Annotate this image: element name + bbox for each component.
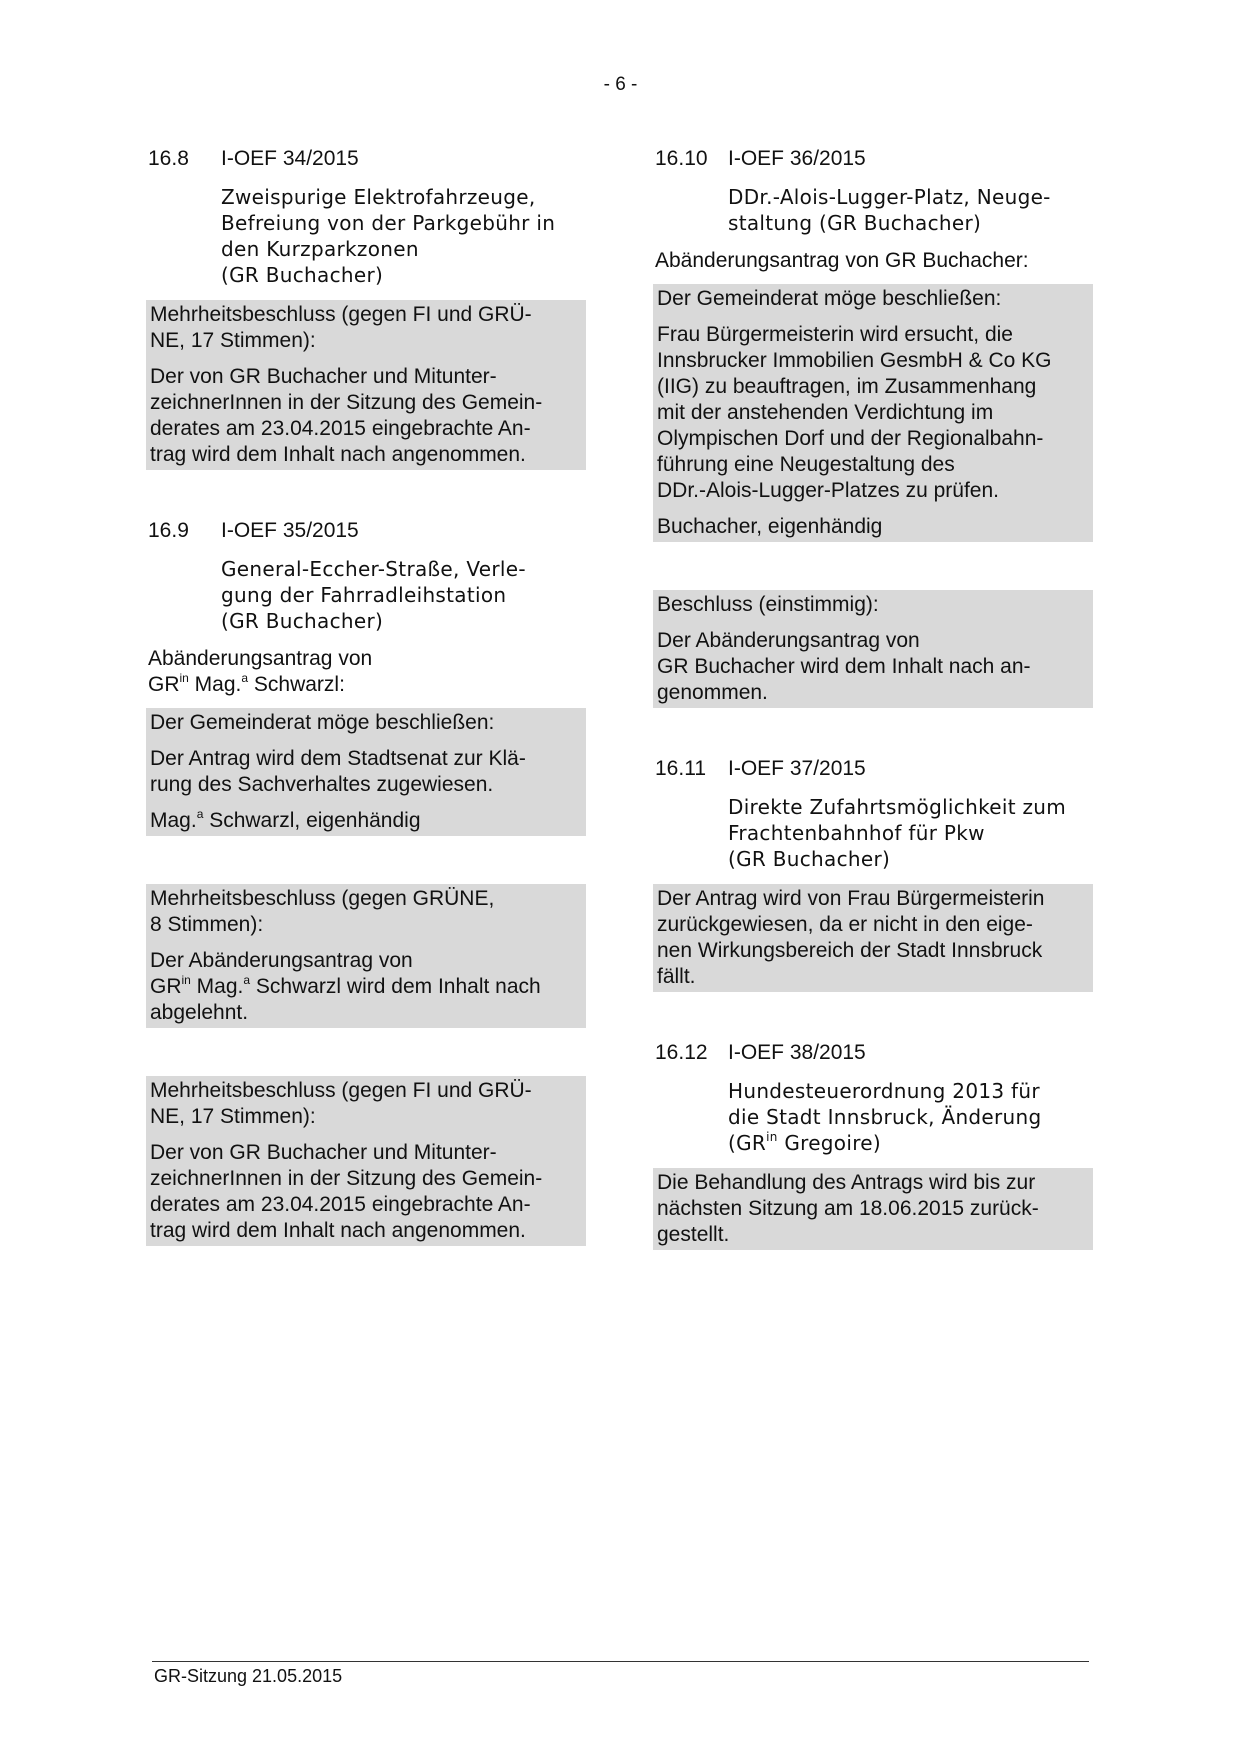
motion-box [146, 708, 586, 836]
item-reference: I-OEF 37/2015 [728, 757, 866, 780]
item-reference: I-OEF 34/2015 [221, 147, 359, 170]
motion-text: Frau Bürgermeisterin wird ersucht, die Innsbrucker Immobilien GesmbH & Co KG (IIG) zu beauftragen, im Zusammenhang mit der anstehenden Verdichtung im Olympischen Dorf und der Regionalbahn- führung eine Neugestaltung des DDr.-Alois-Lugger-Platzes zu prüfen. [657, 323, 1052, 502]
item-number: 16.11 [655, 757, 706, 780]
item-title: Hundesteuerordnung 2013 für die Stadt Innsbruck, Änderung ($GR^{in}$ Gregoire) [728, 1079, 1042, 1155]
item-heading [655, 146, 1093, 172]
left-column [146, 146, 586, 1246]
amendment-intro: Abänderungsantrag von GR Buchacher: [655, 249, 1029, 272]
result-text: Der Abänderungsantrag von GR Buchacher wird dem Inhalt nach an- genommen. [657, 629, 1031, 704]
result-text: Der von GR Buchacher und Mitunter- zeichnerInnen in der Sitzung des Gemein- derates am 23.04.2015 eingebrachte An- trag wird dem Inhalt nach angenommen. [150, 1141, 543, 1242]
decision-box [653, 590, 1093, 708]
item-number: 16.9 [148, 519, 189, 542]
signature-text: Mag.$^a$ Schwarzl, eigenhändig [150, 807, 421, 832]
item-reference: I-OEF 36/2015 [728, 147, 866, 170]
item-title: DDr.-Alois-Lugger-Platz, Neuge- staltung (GR Buchacher) [728, 185, 1051, 235]
decision-box [653, 1168, 1093, 1250]
item-title: Direkte Zufahrtsmöglichkeit zum Frachtenbahnhof für Pkw (GR Buchacher) [728, 795, 1067, 871]
decision-box [146, 300, 586, 470]
result-text: Der Antrag wird von Frau Bürgermeisterin zurückgewiesen, da er nicht in den eige- nen Wirkungsbereich der Stadt Innsbruck fällt. [657, 887, 1045, 988]
item-number: 16.8 [148, 147, 189, 170]
motion-text: Der Antrag wird dem Stadtsenat zur Klä- rung des Sachverhaltes zugewiesen. [150, 747, 526, 796]
result-text: Der Abänderungsantrag von $GR^{in}$ Mag.$^a$ Schwarzl wird dem Inhalt nach abgelehnt. [150, 949, 541, 1024]
decision-box [146, 1076, 586, 1246]
footer-divider [152, 1661, 1089, 1662]
agenda-item-16-8 [146, 146, 586, 470]
agenda-item-16-10 [653, 146, 1093, 708]
decision-text: Mehrheitsbeschluss (gegen FI und GRÜ- NE, 17 Stimmen): [150, 1079, 532, 1128]
result-text: Die Behandlung des Antrags wird bis zur nächsten Sitzung am 18.06.2015 zurück- gestellt. [657, 1171, 1039, 1246]
agenda-item-16-12 [653, 1040, 1093, 1250]
item-heading [655, 756, 1093, 782]
result-text: Der von GR Buchacher und Mitunter- zeichnerInnen in der Sitzung des Gemein- derates am 23.04.2015 eingebrachte An- trag wird dem Inhalt nach angenommen. [150, 365, 543, 466]
item-reference: I-OEF 35/2015 [221, 519, 359, 542]
signature-text: Buchacher, eigenhändig [657, 515, 883, 538]
item-title: General-Eccher-Straße, Verle- gung der Fahrradleihstation (GR Buchacher) [221, 557, 526, 633]
item-reference: I-OEF 38/2015 [728, 1041, 866, 1064]
decision-text: Mehrheitsbeschluss (gegen GRÜNE, 8 Stimmen): [150, 887, 495, 936]
decision-text: Beschluss (einstimmig): [657, 593, 879, 616]
item-heading [148, 518, 586, 544]
amendment-intro: Abänderungsantrag von $GR^{in}$ Mag.$^a$ Schwarzl: [148, 647, 373, 696]
decision-box [146, 884, 586, 1028]
page-number: - 6 - [603, 74, 638, 95]
right-column [653, 146, 1093, 1250]
item-title: Zweispurige Elektrofahrzeuge, Befreiung von der Parkgebühr in den Kurzparkzonen (GR Buchacher) [221, 185, 556, 287]
decision-box [653, 884, 1093, 992]
agenda-item-16-9 [146, 518, 586, 1246]
item-number: 16.10 [655, 147, 708, 170]
item-heading [148, 146, 586, 172]
item-number: 16.12 [655, 1041, 708, 1064]
agenda-item-16-11 [653, 756, 1093, 992]
item-heading [655, 1040, 1093, 1066]
decision-text: Mehrheitsbeschluss (gegen FI und GRÜ- NE, 17 Stimmen): [150, 303, 532, 352]
motion-box [653, 284, 1093, 542]
council-text: Der Gemeinderat möge beschließen: [150, 711, 495, 734]
council-text: Der Gemeinderat möge beschließen: [657, 287, 1002, 310]
footer-text: GR-Sitzung 21.05.2015 [154, 1666, 343, 1686]
